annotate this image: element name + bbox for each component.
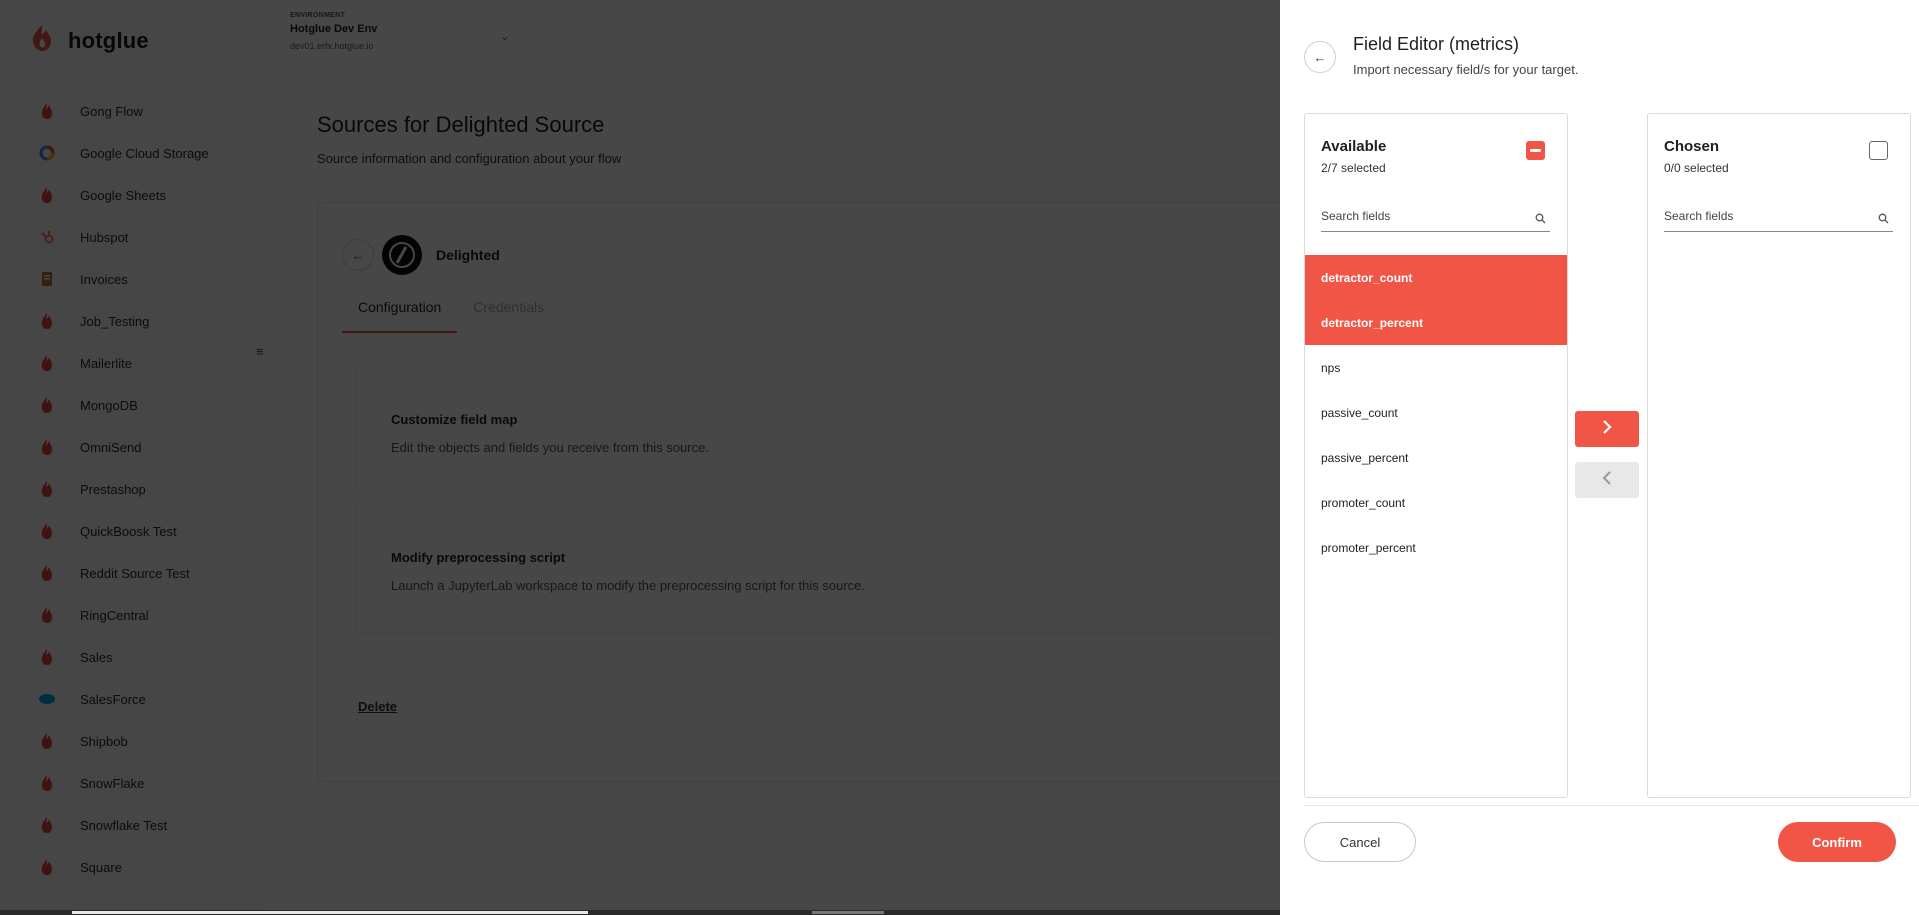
available-list: [1304, 113, 1568, 798]
available-count: 2/7 selected: [1321, 161, 1386, 175]
bottom-scroll-strip: [0, 910, 1280, 915]
field-editor-panel: [1280, 0, 1919, 915]
field-item[interactable]: detractor_count: [1305, 255, 1567, 300]
field-item[interactable]: promoter_count: [1321, 495, 1406, 510]
panel-back-button[interactable]: [1304, 41, 1336, 73]
available-title: Available: [1321, 138, 1387, 155]
move-right-button[interactable]: [1575, 411, 1639, 447]
available-search: [1321, 205, 1550, 232]
available-fields: [1305, 255, 1567, 570]
available-select-all-checkbox[interactable]: [1526, 141, 1545, 160]
chevron-left-icon: [1601, 470, 1613, 491]
footer-divider: [1304, 805, 1919, 806]
field-item[interactable]: detractor_percent: [1305, 300, 1567, 345]
scrollbar-segment: [72, 911, 588, 914]
arrow-left-icon: ←: [1313, 49, 1327, 65]
chosen-title: Chosen: [1664, 138, 1720, 155]
chosen-count: 0/0 selected: [1664, 161, 1729, 175]
scrollbar-segment: [812, 911, 884, 914]
chosen-select-all-checkbox[interactable]: [1869, 141, 1888, 160]
field-item[interactable]: promoter_percent: [1321, 540, 1416, 555]
move-left-button[interactable]: [1575, 462, 1639, 498]
panel-title: Field Editor (metrics): [1353, 34, 1520, 54]
field-item[interactable]: passive_count: [1321, 405, 1398, 420]
chosen-search-input[interactable]: [1664, 205, 1864, 227]
chosen-list: [1647, 113, 1911, 798]
chosen-search: [1664, 205, 1893, 232]
search-icon: [1878, 211, 1889, 229]
field-item[interactable]: nps: [1321, 360, 1341, 375]
panel-subtitle: Import necessary field/s for your target.: [1353, 62, 1579, 77]
indeterminate-icon: [1530, 149, 1541, 152]
cancel-button[interactable]: Cancel: [1304, 822, 1416, 862]
chevron-right-icon: [1601, 419, 1613, 440]
available-search-input[interactable]: [1321, 205, 1521, 227]
field-item[interactable]: passive_percent: [1321, 450, 1409, 465]
search-icon: [1535, 211, 1546, 229]
confirm-button[interactable]: Confirm: [1778, 822, 1896, 862]
